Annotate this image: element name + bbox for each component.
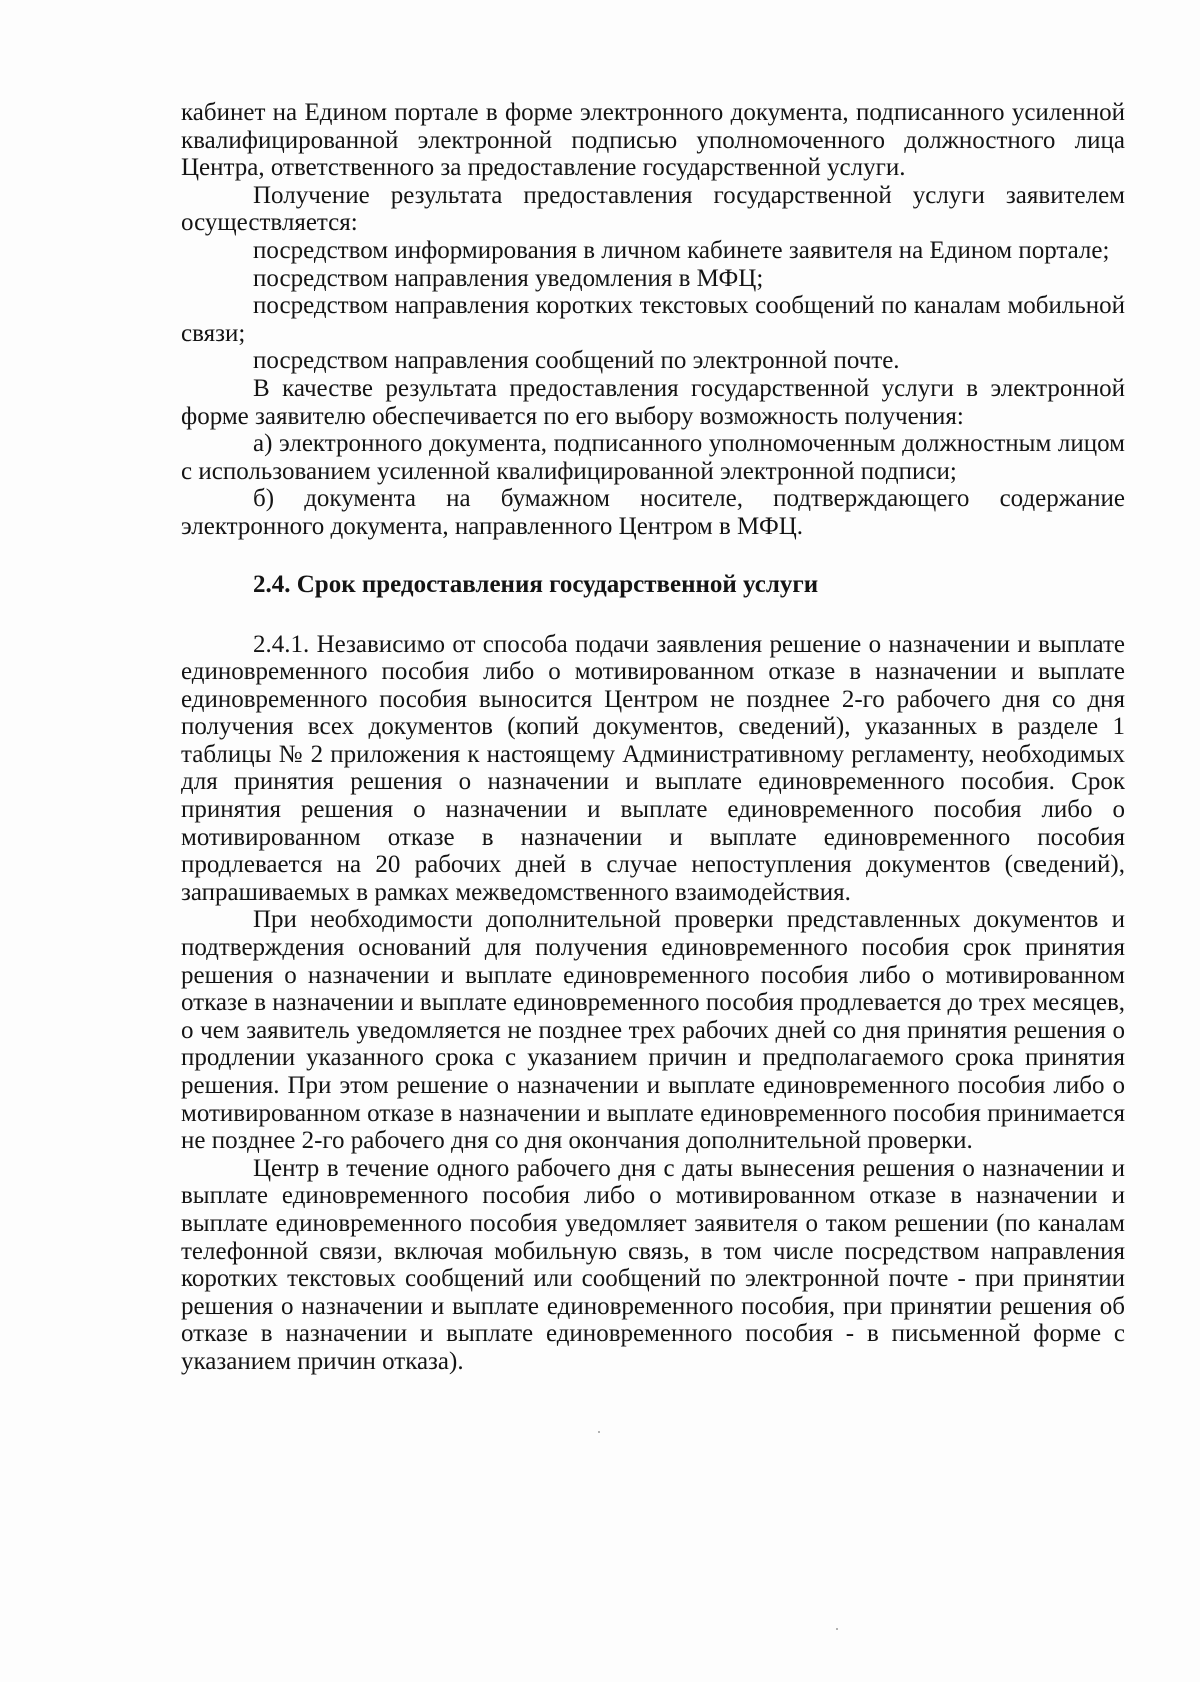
paragraph-2-4-1: 2.4.1. Независимо от способа подачи заявления решение о назначении и выплате единовременного пособия либо о мотивированном отказе в назначении и выплате единовременного пособия выносится Центром не позднее 2-го рабочего дня со дня получения всех документов (копий документов, сведений), указанных в разделе 1 таблицы № 2 приложения к настоящему Административному регламенту, необходимых для принятия решения о назначении и выплате единовременного пособия. Срок принятия решения о назначении и выплате единовременного пособия либо о мотивированном отказе в назначении и выплате единовременного пособия продлевается на 20 рабочих дней в случае непоступления документов (сведений), запрашиваемых в рамках межведомственного взаимодействия. <box>181 630 1125 906</box>
paragraph-method-sms: посредством направления коротких текстовых сообщений по каналам мобильной связи; <box>181 292 1125 347</box>
paragraph-result-receipt: Получение результата предоставления государственной услуги заявителем осуществляется: <box>181 181 1125 237</box>
paragraph-method-email: посредством направления сообщений по электронной почте. <box>253 347 900 375</box>
paragraph-option-a: а) электронного документа, подписанного уполномоченным должностным лицом с использованием усиленной квалифицированной электронной подписи; <box>181 430 1125 485</box>
scan-speck <box>598 1431 600 1433</box>
scan-speck <box>836 1628 838 1630</box>
paragraph-electronic-result: В качестве результата предоставления государственной услуги в электронной форме заявителю обеспечивается по его выбору возможность получения: <box>181 374 1125 430</box>
document-body <box>181 99 1125 1376</box>
paragraph-method-portal: посредством информирования в личном кабинете заявителя на Едином портале; <box>253 236 1110 264</box>
paragraph-notification: Центр в течение одного рабочего дня с даты вынесения решения о назначении и выплате единовременного пособия либо о мотивированном отказе в назначении и выплате единовременного пособия уведомляет заявителя о таком решении (по каналам телефонной связи, включая мобильную связь, в том числе посредством направления коротких текстовых сообщений или сообщений по электронной почте - при принятии решения о назначении и выплате единовременного пособия, при принятии решения об отказе в назначении и выплате единовременного пособия - в письменной форме с указанием причин отказа). <box>181 1154 1125 1375</box>
section-heading: 2.4. Срок предоставления государственной услуги <box>253 570 819 598</box>
paragraph-method-mfc: посредством направления уведомления в МФЦ; <box>253 264 764 292</box>
paragraph-cabinet-continuation: кабинет на Едином портале в форме электронного документа, подписанного усиленной квалифицированной электронной подписью уполномоченного должностного лица Центра, ответственного за предоставление государственной услуги. <box>181 99 1125 182</box>
paragraph-option-b: б) документа на бумажном носителе, подтверждающего содержание электронного документа, направленного Центром в МФЦ. <box>181 485 1125 540</box>
paragraph-additional-check: При необходимости дополнительной проверки представленных документов и подтверждения оснований для получения единовременного пособия срок принятия решения о назначении и выплате единовременного пособия либо о мотивированном отказе в назначении и выплате единовременного пособия продлевается до трех месяцев, о чем заявитель уведомляется не позднее трех рабочих дней со дня принятия решения о продлении указанного срока с указанием причин и предполагаемого срока принятия решения. При этом решение о назначении и выплате единовременного пособия либо о мотивированном отказе в назначении и выплате единовременного пособия принимается не позднее 2-го рабочего дня со дня окончания дополнительной проверки. <box>181 906 1125 1155</box>
